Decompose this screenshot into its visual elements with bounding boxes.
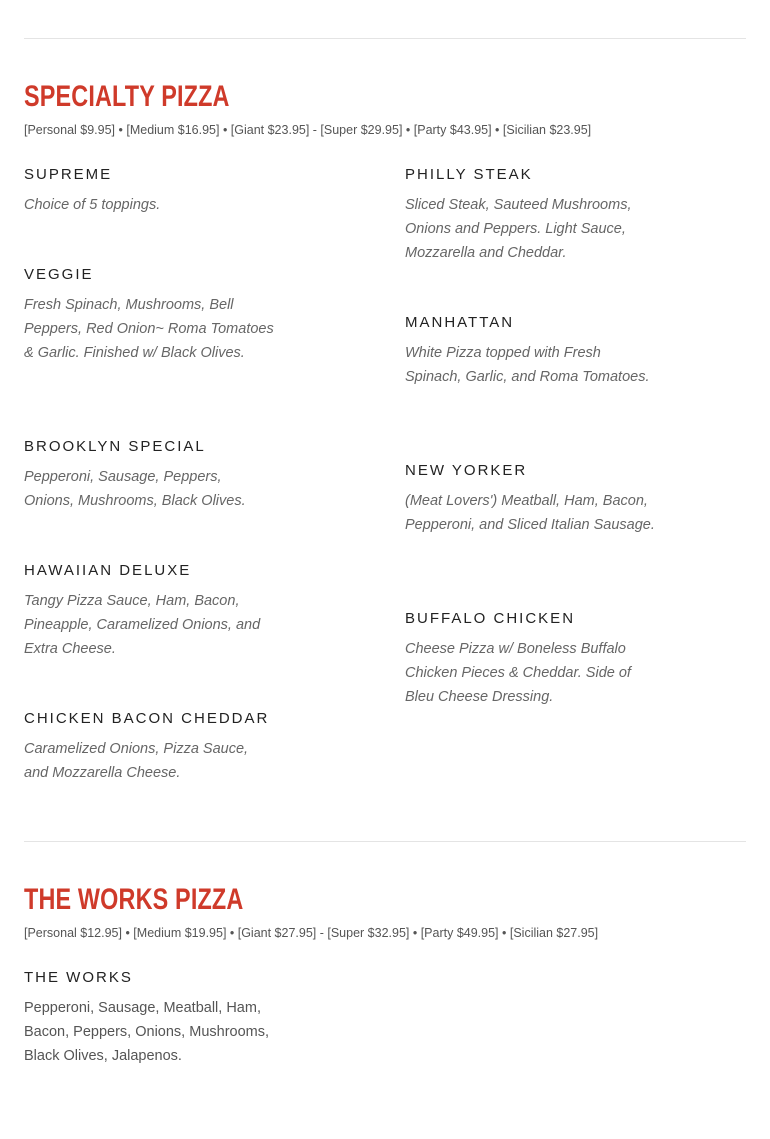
item-name: BUFFALO CHICKEN (405, 610, 576, 627)
menu-item-chicken-bacon-cheddar (24, 709, 274, 785)
menu-item-brooklyn-special (24, 437, 274, 513)
item-description: Pepperoni, Sausage, Meatball, Ham, Bacon, Peppers, Onions, Mushrooms, Black Olives, Jalapenos. (24, 1000, 270, 1064)
item-name: HAWAIIAN DELUXE (24, 562, 192, 579)
menu-item-new-yorker (405, 461, 655, 537)
item-name: BROOKLYN SPECIAL (24, 438, 206, 455)
item-description: Sliced Steak, Sauteed Mushrooms, Onions and Peppers. Light Sauce, Mozzarella and Cheddar. (405, 197, 632, 261)
item-description: Fresh Spinach, Mushrooms, Bell Peppers, Red Onion~ Roma Tomatoes & Garlic. Finished w/ Black Olives. (24, 297, 274, 361)
works-pizza-title: THE WORKS PIZZA (24, 883, 244, 916)
item-description: Choice of 5 toppings. (24, 197, 161, 213)
menu-item-veggie (24, 265, 274, 365)
item-name: PHILLY STEAK (405, 166, 533, 183)
item-name: VEGGIE (24, 266, 94, 283)
item-name: THE WORKS (24, 969, 133, 986)
item-name: CHICKEN BACON CHEDDAR (24, 710, 270, 727)
menu-item-philly-steak (405, 165, 655, 265)
top-divider (24, 38, 746, 39)
item-description: Caramelized Onions, Pizza Sauce, and Mozzarella Cheese. (24, 741, 249, 781)
menu-item-buffalo-chicken (405, 609, 655, 709)
item-description: Cheese Pizza w/ Boneless Buffalo Chicken Pieces & Cheddar. Side of Bleu Cheese Dressing. (405, 641, 631, 705)
menu-item-hawaiian-deluxe (24, 561, 274, 661)
specialty-pizza-title: SPECIALTY PIZZA (24, 80, 230, 113)
item-description: (Meat Lovers') Meatball, Ham, Bacon, Pepperoni, and Sliced Italian Sausage. (405, 493, 655, 533)
menu-item-the-works (24, 968, 274, 1068)
specialty-pizza-prices: [Personal $9.95] • [Medium $16.95] • [Giant $23.95] - [Super $29.95] • [Party $43.95] • [Sicilian $23.95] (24, 123, 592, 137)
section-divider (24, 841, 746, 842)
item-description: Pepperoni, Sausage, Peppers, Onions, Mushrooms, Black Olives. (24, 469, 246, 509)
works-pizza-prices: [Personal $12.95] • [Medium $19.95] • [Giant $27.95] - [Super $32.95] • [Party $49.95] • [Sicilian $27.95] (24, 926, 599, 940)
item-name: MANHATTAN (405, 314, 515, 331)
item-description: Tangy Pizza Sauce, Ham, Bacon, Pineapple, Caramelized Onions, and Extra Cheese. (24, 593, 261, 657)
item-name: SUPREME (24, 166, 113, 183)
item-name: NEW YORKER (405, 462, 528, 479)
item-description: White Pizza topped with Fresh Spinach, Garlic, and Roma Tomatoes. (405, 345, 650, 385)
menu-item-manhattan (405, 313, 655, 389)
menu-item-supreme (24, 165, 274, 217)
